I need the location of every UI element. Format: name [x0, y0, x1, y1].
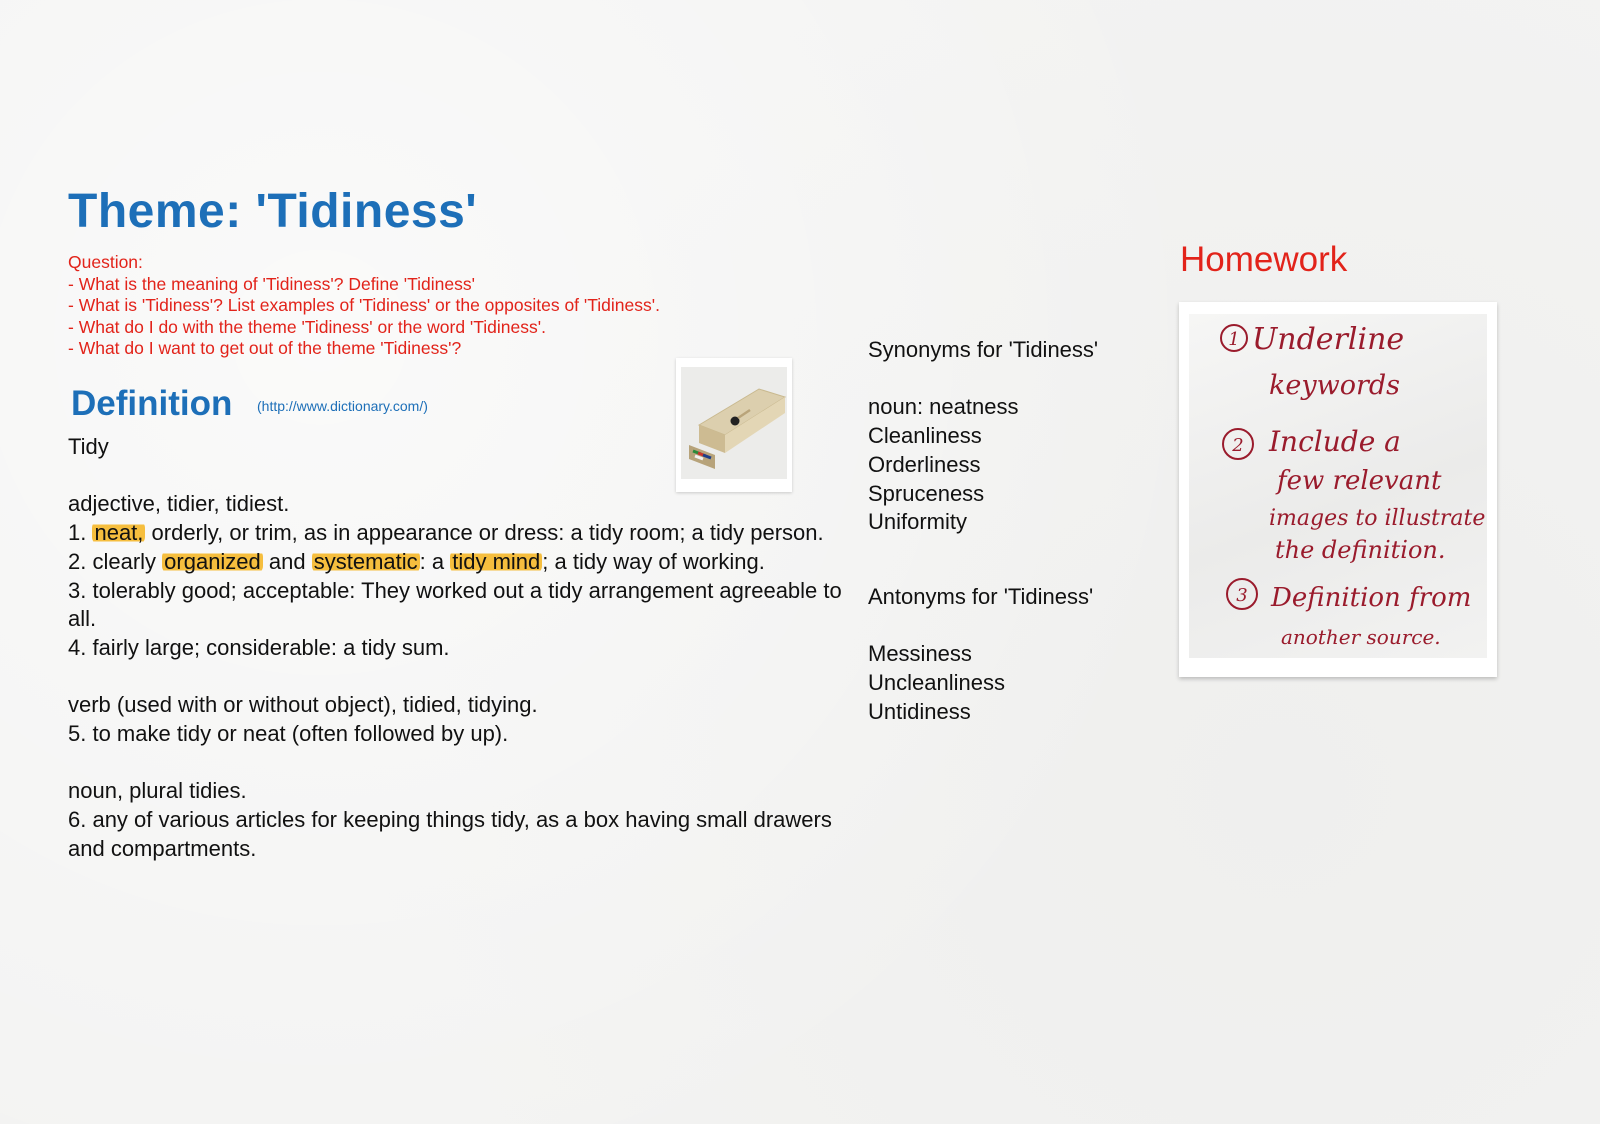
definition-heading: Definition [71, 384, 233, 423]
sense-1-rest: orderly, or trim, as in appearance or dress: a tidy room; a tidy person. [145, 520, 824, 546]
noun-header: noun, plural tidies. [68, 778, 247, 804]
synonym-item: Cleanliness [868, 423, 982, 449]
synonym-item: Uniformity [868, 509, 968, 535]
homework-line-2: keywords [1269, 370, 1401, 401]
synonyms-antonyms-column [868, 336, 1098, 726]
homework-line-1: Underline [1252, 322, 1405, 357]
sense-4: 4. fairly large; considerable: a tidy sum. [68, 634, 450, 660]
questions-heading: Question: [68, 252, 143, 272]
antonym-item: Untidiness [868, 698, 971, 724]
antonyms-heading: Antonyms for 'Tidiness' [868, 583, 1094, 609]
verb-header: verb (used with or without object), tidied, tidying. [68, 692, 538, 718]
sense-6: 6. any of various articles for keeping things tidy, as a box having small drawers and compartments. [68, 807, 832, 861]
questions-block [68, 252, 660, 360]
sense-1 [68, 519, 858, 548]
synonym-item: Orderliness [868, 451, 981, 477]
sense-2-mid1: and [262, 548, 312, 574]
sense-5: 5. to make tidy or neat (often followed by up). [68, 721, 509, 746]
definition-source-link[interactable]: (http://www.dictionary.com/) [257, 398, 428, 414]
whiteboard-image [1189, 314, 1487, 658]
sense-2-rest: ; a tidy way of working. [542, 548, 765, 574]
homework-line-4: few relevant [1277, 466, 1442, 496]
sense-1-prefix: 1. [68, 520, 93, 546]
question-item: - What is the meaning of 'Tidiness'? Define 'Tidiness' [68, 273, 475, 294]
question-item: - What do I want to get out of the theme 'Tidiness'? [68, 338, 462, 358]
definition-word: Tidy [68, 434, 109, 459]
marker-1: 1 [1228, 329, 1240, 350]
synonym-item: noun: neatness [868, 394, 1019, 420]
homework-line-8: another source. [1281, 625, 1441, 649]
handwritten-notes [1189, 314, 1487, 658]
antonym-item: Messiness [868, 641, 972, 667]
highlight-organized: organized [164, 548, 261, 574]
tidy-box-photo [676, 358, 792, 492]
marker-2: 2 [1232, 435, 1244, 456]
highlight-tidy-mind: tidy mind [452, 548, 541, 574]
page-title: Theme: 'Tidiness' [68, 185, 478, 238]
homework-heading: Homework [1180, 240, 1348, 279]
homework-line-7: Definition from [1271, 583, 1472, 613]
synonym-item: Spruceness [868, 480, 985, 506]
homework-line-3: Include a [1269, 425, 1401, 458]
highlight-neat: neat, [94, 520, 144, 546]
tidy-box-illustration [681, 367, 787, 479]
sense-2-mid2: : a [419, 548, 451, 574]
tidy-box-image [681, 367, 787, 479]
sense-2 [68, 548, 858, 577]
homework-line-6: the definition. [1275, 536, 1446, 564]
question-item: - What do I do with the theme 'Tidiness' or the word 'Tidiness'. [68, 316, 546, 337]
definition-body [68, 433, 858, 864]
antonym-item: Uncleanliness [868, 670, 1005, 695]
adjective-header: adjective, tidier, tidiest. [68, 491, 290, 517]
question-item: - What is 'Tidiness'? List examples of 'Tidiness' or the opposites of 'Tidiness'. [68, 295, 660, 315]
homework-whiteboard-photo [1179, 302, 1497, 677]
homework-line-5: images to illustrate [1269, 506, 1486, 531]
marker-3: 3 [1236, 585, 1248, 606]
sense-2-prefix: 2. clearly [68, 548, 163, 574]
highlight-systematic: systematic [313, 548, 418, 574]
sense-3: 3. tolerably good; acceptable: They worked out a tidy arrangement agreeable to all. [68, 577, 842, 632]
synonyms-heading: Synonyms for 'Tidiness' [868, 337, 1099, 362]
